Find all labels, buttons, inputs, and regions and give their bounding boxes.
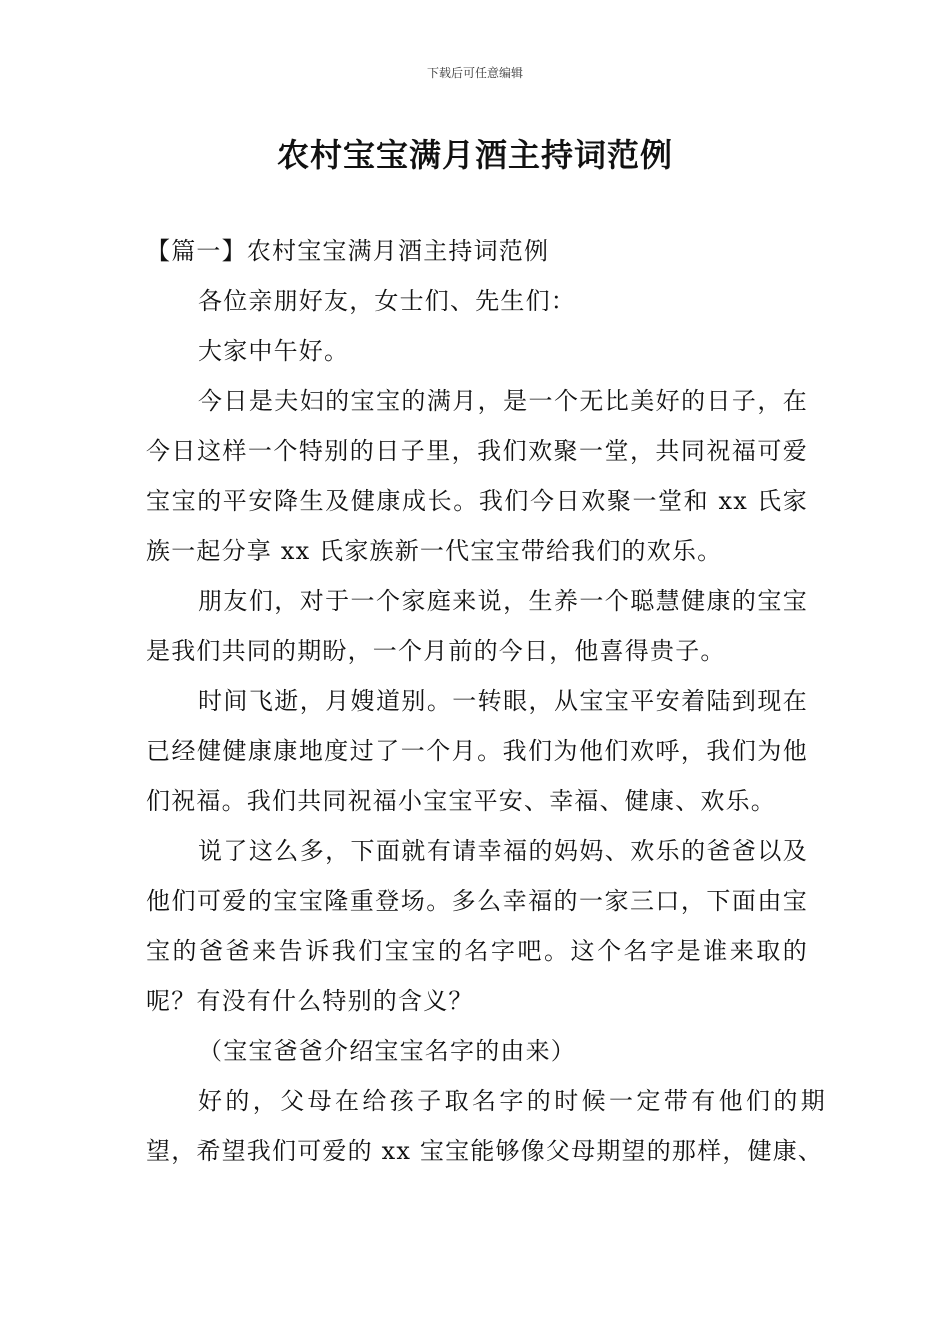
document-body: [146, 226, 826, 1176]
header-note: 下载后可任意编辑: [426, 66, 523, 80]
paragraph-parents-hope: 好的，父母在给孩子取名字的时候一定带有他们的期望，希望我们可爱的 xx 宝宝能够像父母期望的那样，健康、: [146, 1087, 826, 1165]
paragraph-time-flies: 时间飞逝，月嫂道别。一转眼，从宝宝平安着陆到现在已经健健康康地度过了一个月。我们为他们欢呼，我们为他们祝福。我们共同祝福小宝宝平安、幸福、健康、欢乐。: [146, 687, 808, 815]
paragraph-friends: 朋友们，对于一个家庭来说，生养一个聪慧健康的宝宝是我们共同的期盼，一个月前的今日，他喜得贵子。: [146, 587, 808, 665]
paragraph-good-noon: 大家中午好。: [198, 337, 350, 365]
paragraph-name-origin-note: （宝宝爸爸介绍宝宝名字的由来）: [198, 1037, 576, 1065]
document-title: 农村宝宝满月酒主持词范例: [276, 136, 673, 174]
paragraph-invite-family: 说了这么多，下面就有请幸福的妈妈、欢乐的爸爸以及他们可爱的宝宝隆重登场。多么幸福的一家三口，下面由宝宝的爸爸来告诉我们宝宝的名字吧。这个名字是谁来取的呢？有没有什么特别的含义？: [146, 837, 808, 1015]
paragraph-greeting: 各位亲朋好友，女士们、先生们：: [198, 287, 576, 315]
section-heading: 【篇一】农村宝宝满月酒主持词范例: [146, 237, 550, 265]
paragraph-full-month: 今日是夫妇的宝宝的满月，是一个无比美好的日子，在今日这样一个特别的日子里，我们欢聚一堂，共同祝福可爱宝宝的平安降生及健康成长。我们今日欢聚一堂和 xx 氏家族一起分享 xx 氏家族新一代宝宝带给我们的欢乐。: [146, 387, 808, 565]
